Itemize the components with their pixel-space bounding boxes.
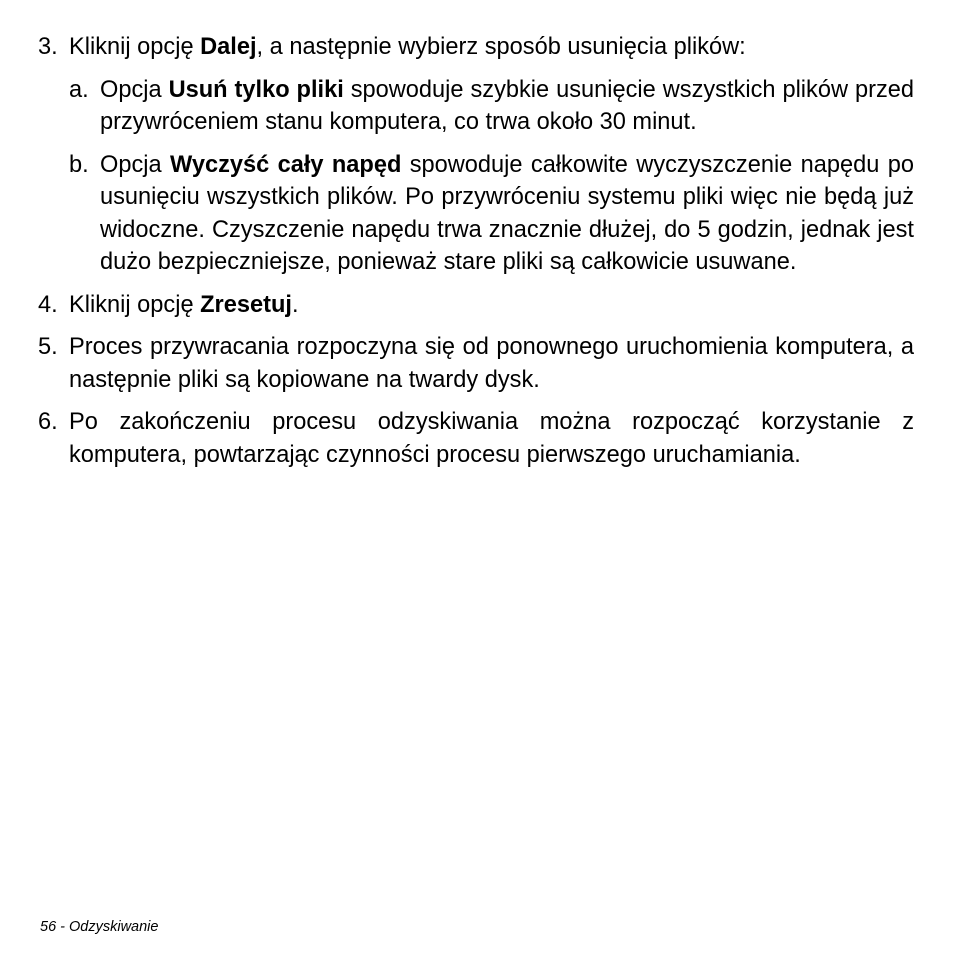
- page-footer: 56 - Odzyskiwanie: [40, 919, 159, 935]
- substep-number: a.: [69, 76, 89, 103]
- step-text-post: , a następnie wybierz sposób usunięcia plików:: [256, 34, 746, 60]
- substep-option-remove-files: Usuń tylko pliki: [168, 76, 344, 103]
- substep-b: [69, 149, 914, 279]
- step-4: [38, 289, 914, 322]
- substep-text-post: spowoduje całkowite wyczyszczenie napędu po usunięciu wszystkich plików. Po przywróceniu systemu pliki więc nie będą już widoczne. Czyszczenie napędu trwa znacznie dłużej, do 5 godzin, jednak jest dużo bezpieczniejsze, ponieważ stare pliki są całkowicie usuwane.: [100, 151, 914, 275]
- step-text-pre: Kliknij opcję: [69, 291, 201, 318]
- substep-text-post: spowoduje szybkie usunięcie wszystkich plików przed przywróceniem stanu komputera, co trwa około 30 minut.: [100, 76, 914, 135]
- substep-text-pre: Opcja: [100, 76, 169, 103]
- step-text: Po zakończeniu procesu odzyskiwania można rozpocząć korzystanie z komputera, powtarzając czynności procesu pierwszego uruchamiania.: [69, 409, 914, 468]
- substep-text-pre: Opcja: [100, 151, 170, 178]
- step-text: [69, 31, 914, 64]
- step-text-post: .: [291, 291, 299, 318]
- step-number: 3.: [38, 34, 58, 60]
- step-number: 4.: [38, 291, 58, 318]
- step-3: [38, 31, 914, 279]
- step-5: [38, 331, 914, 396]
- step-number: 5.: [38, 334, 58, 360]
- substeps-list: [69, 74, 914, 279]
- step-text: Proces przywracania rozpoczyna się od ponownego uruchomienia komputera, a następnie pliki są kopiowane na twardy dysk.: [69, 334, 914, 393]
- step-6: [38, 406, 914, 471]
- step-text-pre: Kliknij opcję: [69, 34, 201, 60]
- step-option-dalej: Dalej: [200, 34, 257, 60]
- step-option-zresetuj: Zresetuj: [200, 291, 292, 318]
- substep-option-clean-drive: Wyczyść cały napęd: [170, 151, 402, 178]
- steps-list: [38, 31, 914, 481]
- step-number: 6.: [38, 409, 58, 435]
- substep-a: [69, 74, 914, 139]
- substep-number: b.: [69, 151, 89, 178]
